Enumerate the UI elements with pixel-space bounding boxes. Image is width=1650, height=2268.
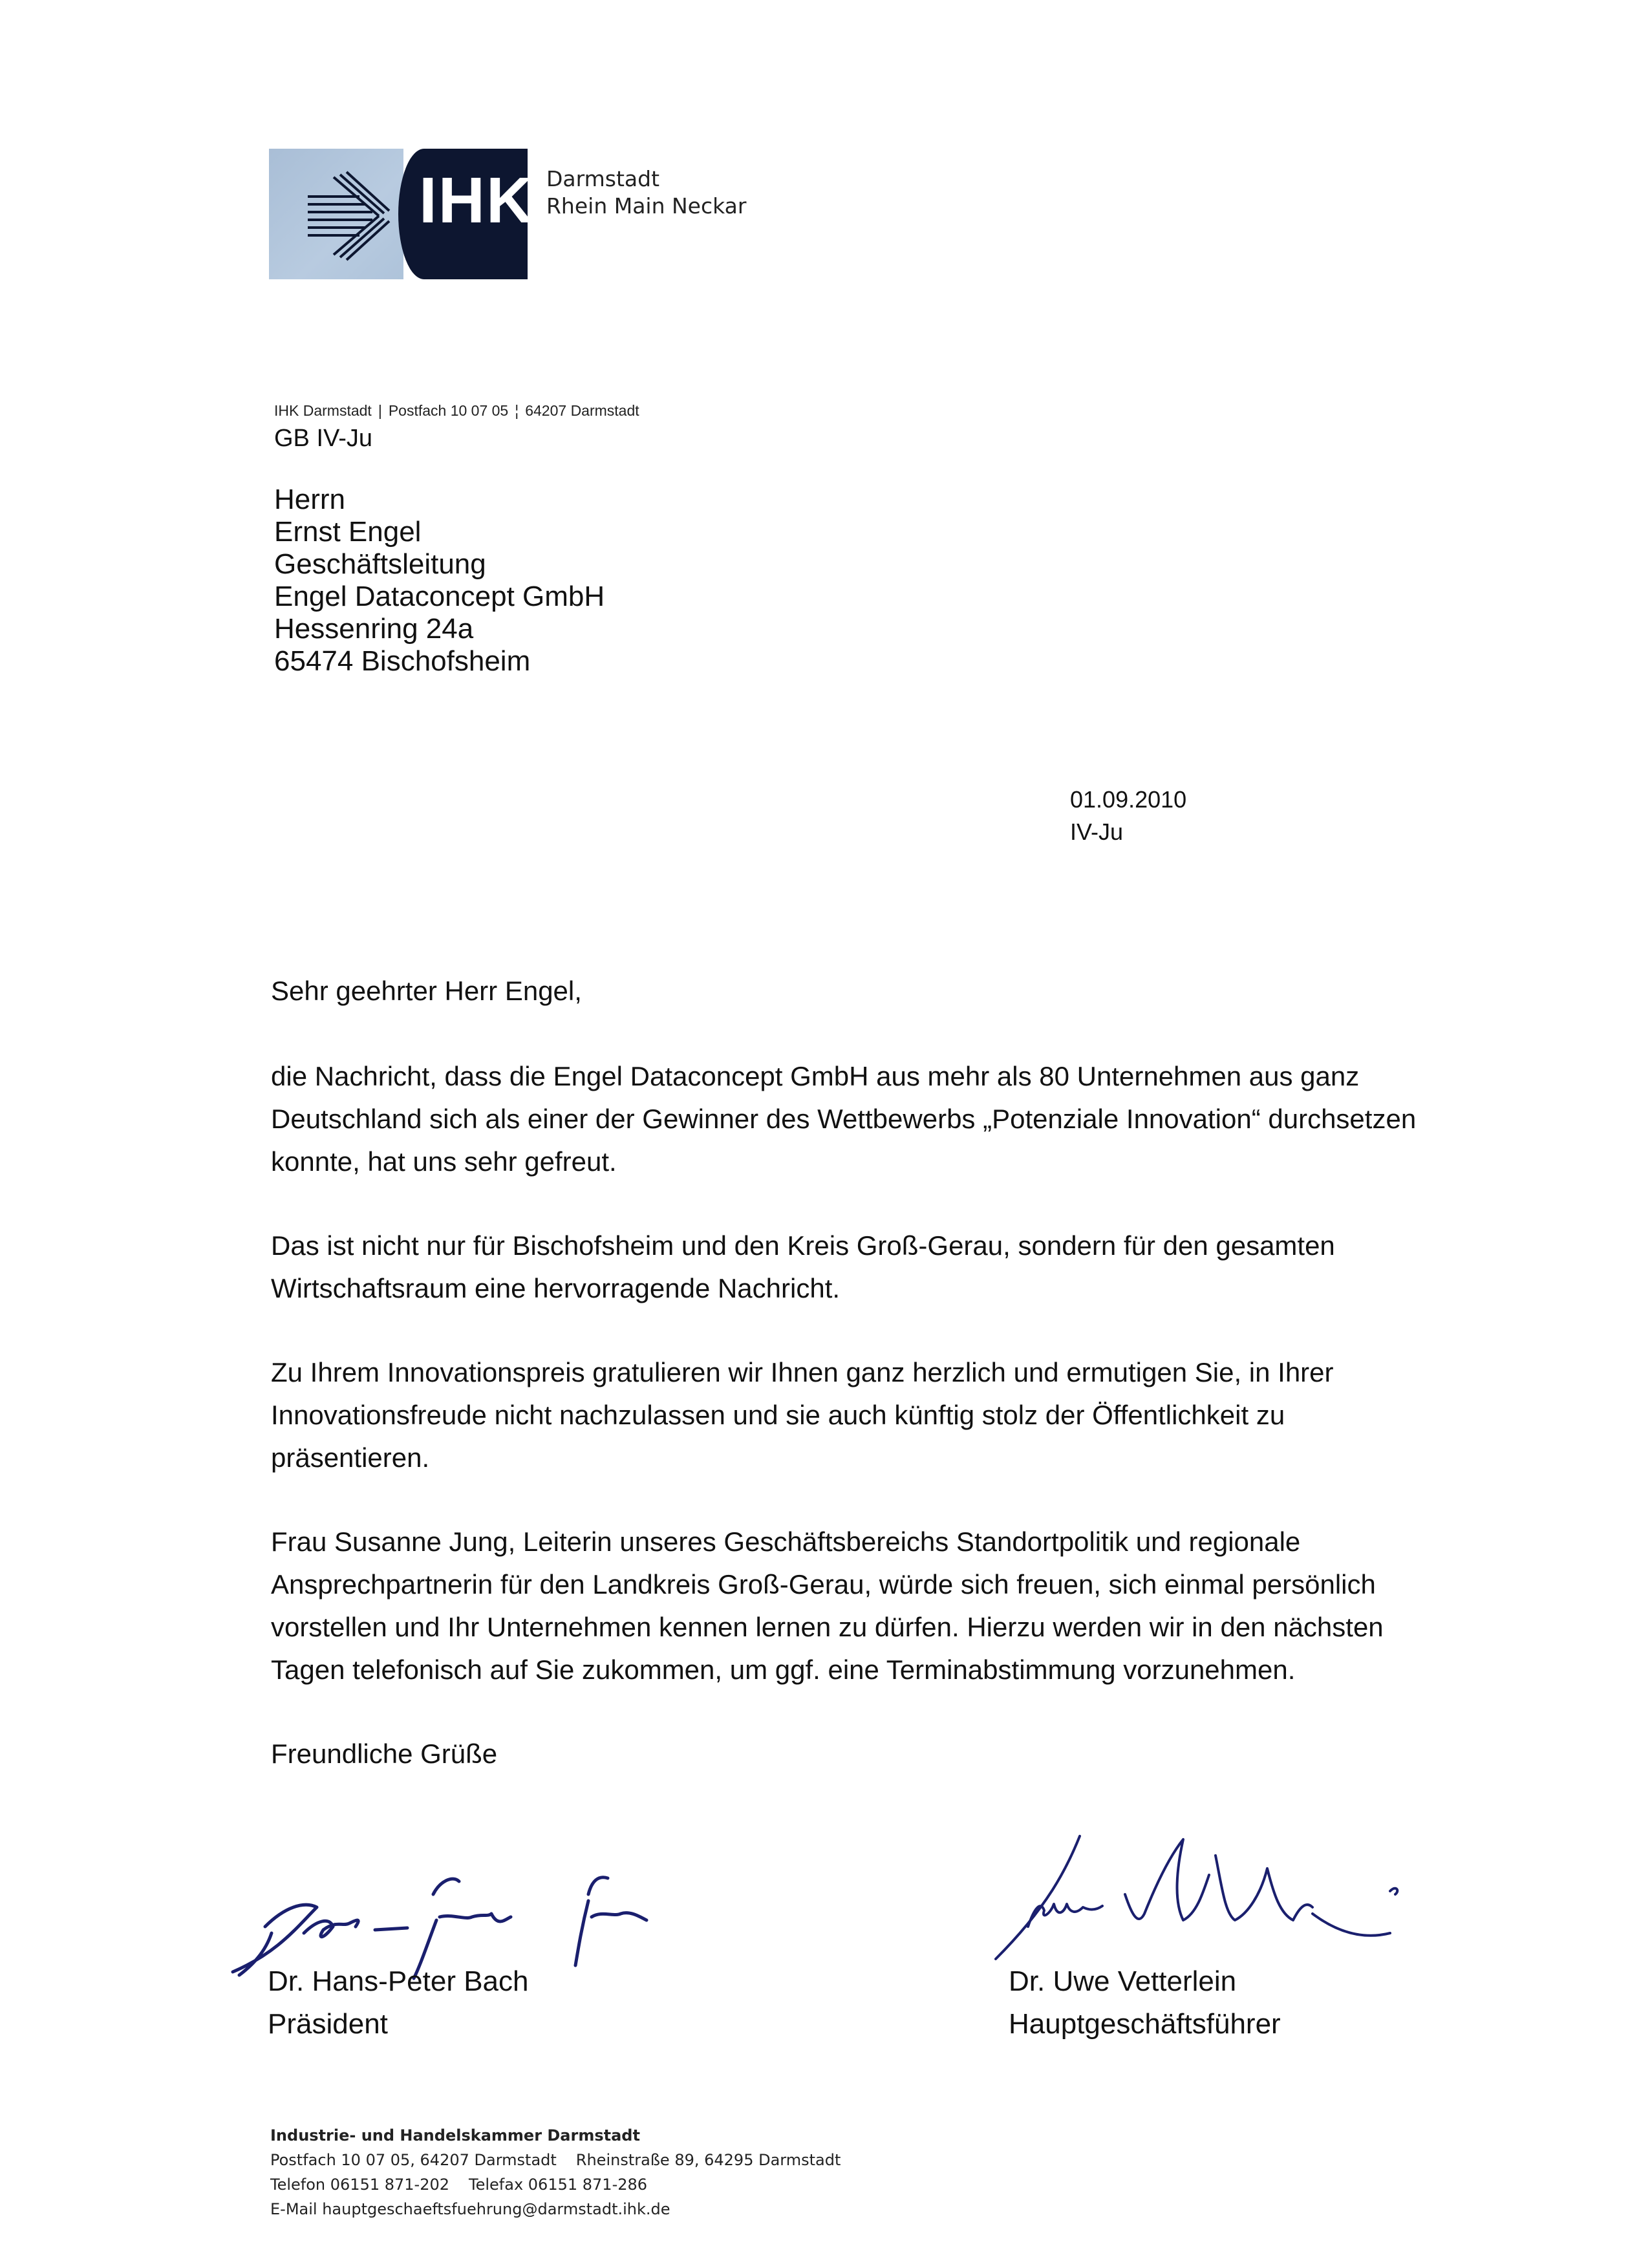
letter-closing: Freundliche Grüße bbox=[271, 1738, 498, 1769]
logo-city bbox=[546, 166, 746, 220]
reference-top: GB IV-Ju bbox=[274, 425, 373, 452]
logo-text: IHK bbox=[419, 164, 535, 237]
footer bbox=[270, 2123, 841, 2221]
sender-line: IHK Darmstadt | Postfach 10 07 05 ¦ 64207 Darmstadt bbox=[274, 402, 639, 419]
signer-left bbox=[268, 1960, 529, 2046]
footer-org: Industrie- und Handelskammer Darmstadt bbox=[270, 2126, 640, 2145]
footer-phone-line bbox=[270, 2172, 841, 2197]
sender-part1: IHK Darmstadt bbox=[274, 402, 372, 419]
address-company: Engel Dataconcept GmbH bbox=[274, 581, 605, 612]
ihk-emblem-icon bbox=[295, 171, 392, 261]
footer-telefax: Telefax 06151 871-286 bbox=[469, 2176, 648, 2194]
signer-left-title: Präsident bbox=[268, 2008, 388, 2040]
letter-salutation: Sehr geehrter Herr Engel, bbox=[271, 976, 582, 1006]
paragraph-1: die Nachricht, dass die Engel Dataconcept GmbH aus mehr als 80 Unternehmen aus ganz Deutschland sich als einer der Gewinner des Wettbewerbs „Potenziale Innovation“ durchsetzen konnte, hat uns sehr gefreut. bbox=[271, 1061, 1417, 1177]
logo-city-line2: Rhein Main Neckar bbox=[546, 193, 747, 219]
letter-date: 01.09.2010 bbox=[1070, 786, 1187, 813]
signer-left-name: Dr. Hans-Peter Bach bbox=[268, 1965, 529, 1997]
signer-right-title: Hauptgeschäftsführer bbox=[1009, 2008, 1281, 2040]
letter-body bbox=[271, 970, 1435, 1817]
ihk-logo bbox=[269, 149, 535, 279]
address-name: Ernst Engel bbox=[274, 516, 422, 548]
footer-postfach: Postfach 10 07 05, 64207 Darmstadt bbox=[270, 2151, 557, 2169]
sender-part2: Postfach 10 07 05 bbox=[388, 402, 509, 419]
address-city: 65474 Bischofsheim bbox=[274, 645, 531, 677]
footer-email: E-Mail hauptgeschaeftsfuehrung@darmstadt.ihk.de bbox=[270, 2200, 670, 2218]
address-street: Hessenring 24a bbox=[274, 613, 474, 645]
date-block bbox=[1070, 784, 1186, 848]
signature-right bbox=[989, 1830, 1416, 1972]
address-position: Geschäftsleitung bbox=[274, 548, 486, 580]
footer-address-line bbox=[270, 2148, 841, 2172]
footer-telefon: Telefon 06151 871-202 bbox=[270, 2176, 450, 2194]
signer-right-name: Dr. Uwe Vetterlein bbox=[1009, 1965, 1237, 1997]
address-salutation-line: Herrn bbox=[274, 484, 346, 515]
sender-part3: 64207 Darmstadt bbox=[525, 402, 639, 419]
paragraph-3: Zu Ihrem Innovationspreis gratulieren wir Ihnen ganz herzlich und ermutigen Sie, in Ihrer Innovationsfreude nicht nachzulassen und sie auch künftig stolz der Öffentlichkeit zu präsentieren. bbox=[271, 1357, 1334, 1473]
paragraph-4: Frau Susanne Jung, Leiterin unseres Geschäftsbereichs Standortpolitik und regionale Ansprechpartnerin für den Landkreis Groß-Gerau, würde sich freuen, sich einmal persönlich vorstellen und Ihr Unternehmen kennen lernen zu dürfen. Hierzu werden wir in den nächsten Tagen telefonisch auf Sie zukommen, um ggf. eine Terminabstimmung vorzunehmen. bbox=[271, 1526, 1384, 1685]
logo-city-line1: Darmstadt bbox=[546, 166, 660, 191]
paragraph-2: Das ist nicht nur für Bischofsheim und den Kreis Groß-Gerau, sondern für den gesamten Wirtschaftsraum eine hervorragende Nachricht. bbox=[271, 1230, 1335, 1303]
footer-street: Rheinstraße 89, 64295 Darmstadt bbox=[575, 2151, 841, 2169]
signer-right bbox=[1009, 1960, 1281, 2046]
recipient-address bbox=[274, 484, 605, 678]
letter-reference: IV-Ju bbox=[1070, 818, 1124, 845]
